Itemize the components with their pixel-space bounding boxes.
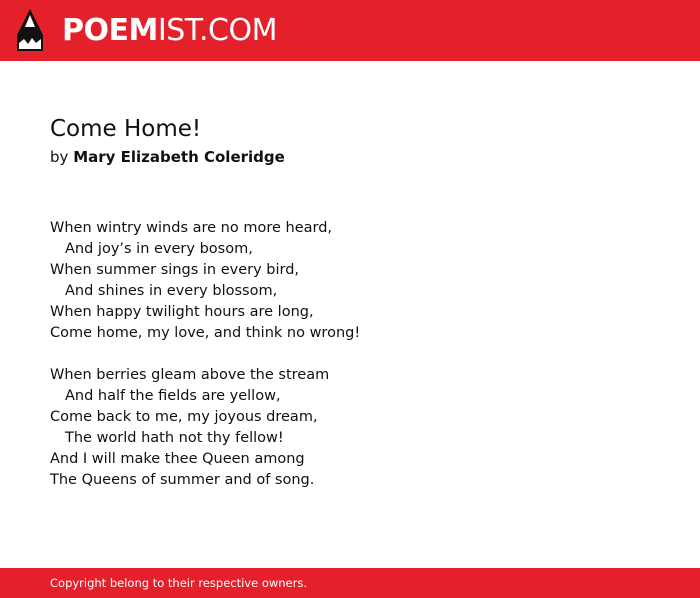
poem-line: When happy twilight hours are long,	[50, 304, 314, 320]
poem-line: The world hath not thy fellow!	[65, 430, 284, 446]
poem-line: And I will make thee Queen among	[50, 451, 305, 467]
pen-nib-icon[interactable]	[17, 9, 43, 51]
logo-light-text: IST.COM	[157, 13, 277, 48]
poem-line: The Queens of summer and of song.	[50, 472, 315, 488]
copyright-notice: Copyright belong to their respective owners.	[50, 576, 308, 590]
poem-line: When summer sings in every bird,	[50, 262, 300, 278]
site-header	[0, 0, 700, 61]
poem-line: And half the fields are yellow,	[65, 388, 281, 404]
stanza	[50, 218, 650, 344]
poem-title: Come Home!	[50, 116, 202, 142]
poem-line: When wintry winds are no more heard,	[50, 220, 333, 236]
logo-bold-text: POEM	[62, 13, 158, 48]
poem-byline	[50, 148, 285, 166]
by-label: by	[50, 148, 69, 166]
site-footer	[0, 568, 700, 598]
site-logo[interactable]	[62, 12, 277, 50]
poem-author[interactable]: Mary Elizabeth Coleridge	[73, 148, 285, 166]
poem-line: Come back to me, my joyous dream,	[50, 409, 318, 425]
poem-body	[50, 218, 650, 512]
poem-line: And shines in every blossom,	[65, 283, 278, 299]
poem-line: When berries gleam above the stream	[50, 367, 330, 383]
stanza	[50, 365, 650, 491]
poem-line: Come home, my love, and think no wrong!	[50, 325, 361, 341]
poem-line: And joy’s in every bosom,	[65, 241, 253, 257]
